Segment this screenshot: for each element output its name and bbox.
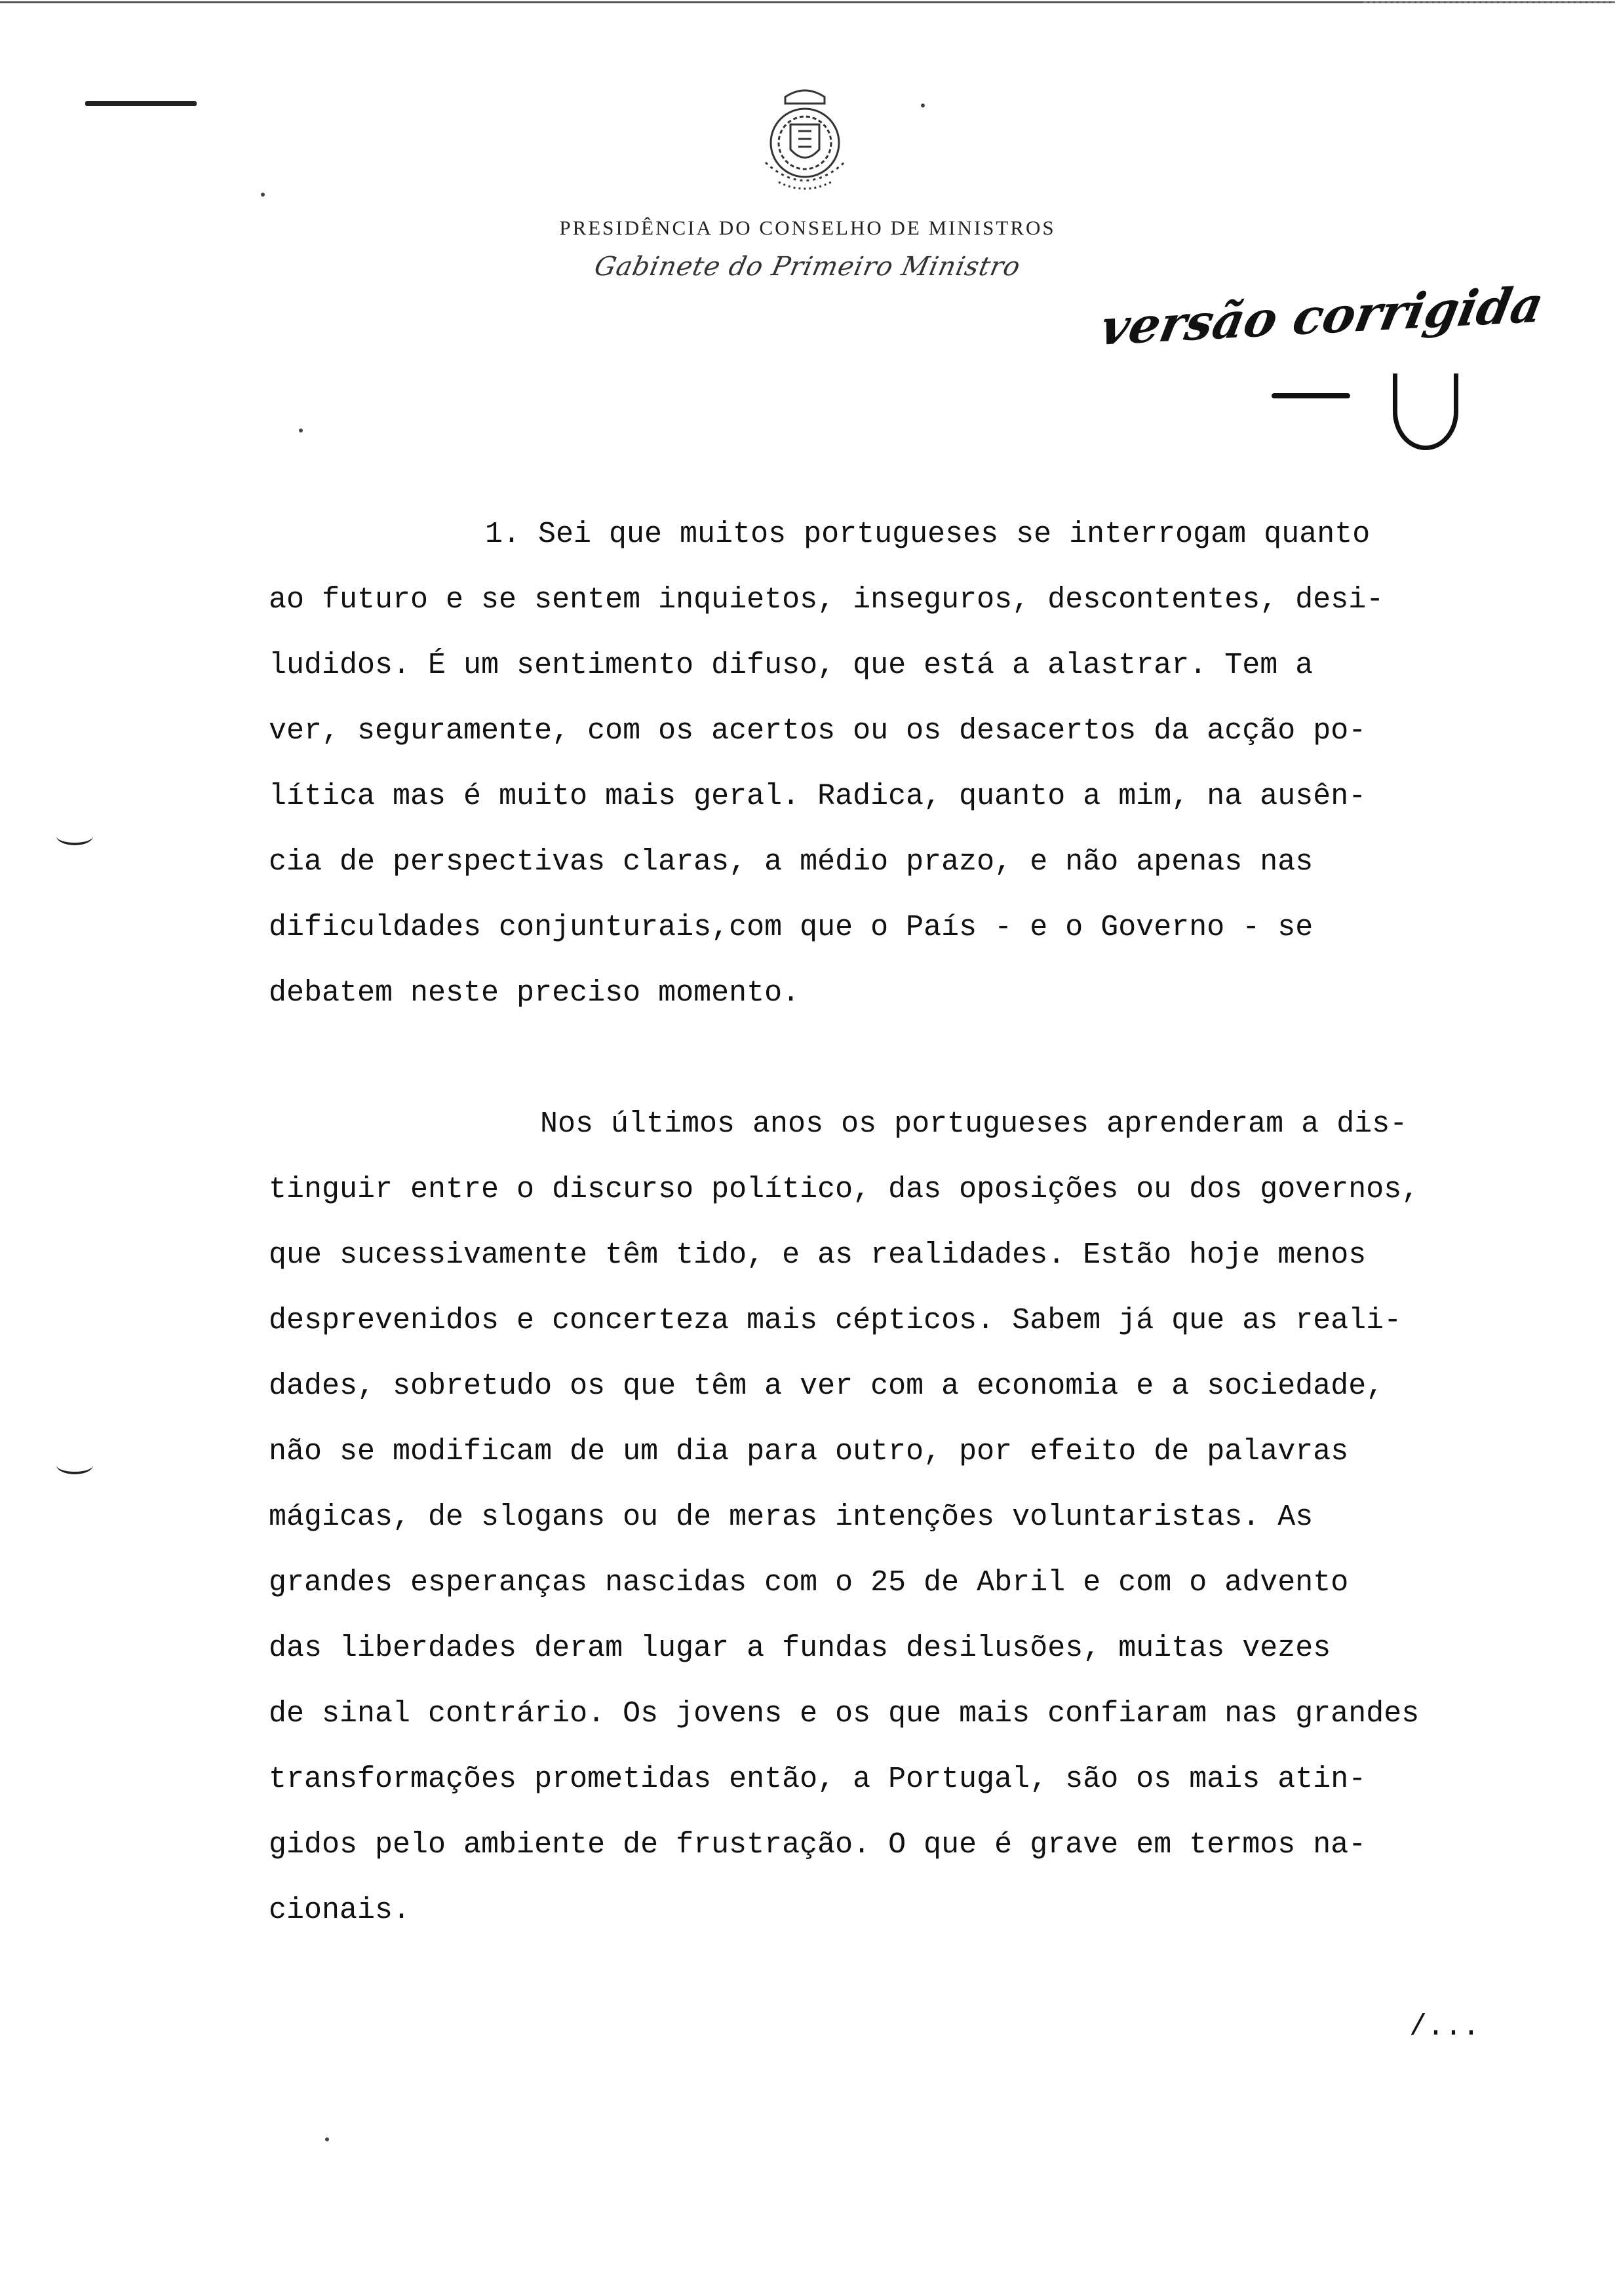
text-line: gidos pelo ambiente de frustração. O que é grave em termos na-	[269, 1828, 1367, 1862]
binding-hole-mark	[56, 1456, 93, 1474]
paragraph-2	[269, 1092, 1553, 1943]
text-line: dades, sobretudo os que têm a ver com a economia e a sociedade,	[269, 1369, 1384, 1403]
text-line: 1. Sei que muitos portugueses se interrogam quanto	[485, 518, 1371, 551]
margin-mark	[85, 101, 197, 106]
text-line: mágicas, de slogans ou de meras intenções voluntaristas. As	[269, 1501, 1313, 1534]
text-line: de sinal contrário. Os jovens e os que mais confiaram nas grandes	[269, 1697, 1420, 1731]
office-subheading: Gabinete do Primeiro Ministro	[591, 252, 1024, 282]
annotation-text: versão corrigida	[1096, 276, 1548, 357]
text-line: desprevenidos e concerteza mais cépticos. Sabem já que as reali-	[269, 1304, 1402, 1337]
text-line: grandes esperanças nascidas com o 25 de Abril e com o advento	[269, 1566, 1349, 1599]
text-line: dificuldades conjunturais,com que o País - e o Governo - se	[269, 911, 1313, 944]
text-line: transformações prometidas então, a Portugal, são os mais atin-	[269, 1763, 1367, 1796]
page-continuation-mark: /...	[1409, 2010, 1481, 2044]
text-line: não se modificam de um dia para outro, por efeito de palavras	[269, 1435, 1349, 1468]
text-line: tinguir entre o discurso político, das oposições ou dos governos,	[269, 1173, 1420, 1206]
annotation-underline	[1272, 393, 1350, 398]
coat-of-arms-seal-icon	[746, 84, 864, 202]
text-line: cia de perspectivas claras, a médio prazo, e não apenas nas	[269, 845, 1313, 879]
speck	[325, 2137, 329, 2141]
text-line: das liberdades deram lugar a fundas desilusões, muitas vezes	[269, 1632, 1331, 1665]
institution-heading: PRESIDÊNCIA DO CONSELHO DE MINISTROS	[559, 216, 1056, 239]
text-line: debatem neste preciso momento.	[269, 976, 800, 1010]
text-line: ver, seguramente, com os acertos ou os desacertos da acção po-	[269, 714, 1367, 748]
handwritten-annotation	[1096, 275, 1548, 446]
binding-hole-mark	[56, 827, 93, 845]
text-line: cionais.	[269, 1894, 411, 1927]
text-line: lítica mas é muito mais geral. Radica, quanto a mim, na ausên-	[269, 780, 1367, 813]
text-line: ao futuro e se sentem inquietos, inseguros, descontentes, desi-	[269, 583, 1384, 617]
scan-top-rule-dashed	[1363, 1, 1615, 3]
speck	[261, 193, 265, 197]
text-line: que sucessivamente têm tido, e as realidades. Estão hoje menos	[269, 1238, 1367, 1272]
text-line: ludidos. É um sentimento difuso, que está a alastrar. Tem a	[269, 649, 1313, 682]
annotation-flourish	[1393, 373, 1458, 450]
speck	[299, 429, 303, 432]
text-line: Nos últimos anos os portugueses aprenderam a dis-	[540, 1107, 1408, 1141]
speck	[921, 104, 925, 107]
paragraph-1	[269, 502, 1553, 1026]
